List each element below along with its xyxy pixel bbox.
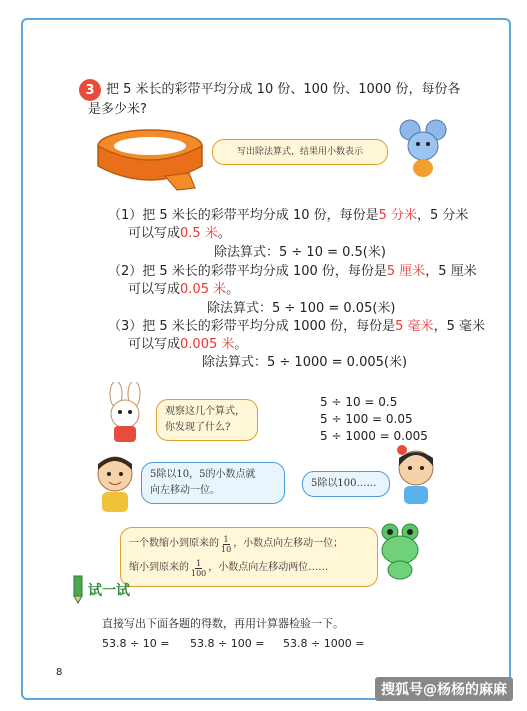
boy-bubble-line-1: 5除以10，5的小数点就	[150, 469, 256, 480]
frog-character-image	[376, 520, 424, 580]
equation-3: 5 ÷ 1000 = 0.005	[320, 429, 428, 443]
try-item-1: 53.8 ÷ 10 =	[102, 637, 170, 650]
part-1-formula: 除法算式：5 ÷ 10 = 0.5(米)	[214, 245, 386, 260]
try-item-2: 53.8 ÷ 100 =	[190, 637, 265, 650]
rabbit-bubble-line-2: 你发现了什么?	[165, 422, 231, 433]
watermark: 搜狐号@杨杨的麻麻	[375, 677, 513, 701]
mouse-character-image	[398, 118, 448, 178]
fraction-one-hundredth: 1 100	[191, 558, 207, 578]
part-1-line-2: 可以写成0.5 米。	[128, 226, 231, 241]
rabbit-bubble-line-1: 观察这几个算式，	[165, 406, 245, 417]
part-3-line-2: 可以写成0.005 米。	[128, 337, 248, 352]
part-2-line-1: （2）把 5 米长的彩带平均分成 100 份，每份是5 厘米，5 厘米	[108, 264, 477, 279]
girl-speech-bubble: 5除以100……	[302, 471, 390, 497]
part-3-line-1: （3）把 5 米长的彩带平均分成 1000 份，每份是5 毫米，5 毫米	[108, 319, 485, 334]
rule-line-2: 缩小到原来的 1 100 ，小数点向左移动两位……	[129, 558, 329, 578]
page-number: 8	[56, 667, 63, 678]
fraction-one-tenth: 1 10	[221, 534, 232, 554]
rabbit-character-image	[98, 382, 153, 444]
part-3-formula: 除法算式：5 ÷ 1000 = 0.005(米)	[202, 355, 408, 370]
try-item-3: 53.8 ÷ 1000 =	[283, 637, 365, 650]
equation-2: 5 ÷ 100 = 0.05	[320, 412, 413, 426]
boy-character-image	[90, 452, 140, 514]
ribbon-roll-image	[95, 118, 210, 193]
try-instruction: 直接写出下面各题的得数，再用计算器检验一下。	[102, 617, 344, 630]
part-1-line-1: （1）把 5 米长的彩带平均分成 10 份，每份是5 分米，5 分米	[108, 208, 469, 223]
boy-bubble-line-2: 向左移动一位。	[150, 485, 220, 496]
equation-1: 5 ÷ 10 = 0.5	[320, 395, 398, 409]
boy-speech-bubble	[141, 462, 285, 504]
hint-speech-bubble: 写出除法算式，结果用小数表示	[212, 139, 388, 165]
rule-line-1: 一个数缩小到原来的 1 10 ，小数点向左移动一位；	[129, 534, 344, 554]
part-2-line-2: 可以写成0.05 米。	[128, 282, 240, 297]
girl-character-image	[388, 444, 444, 506]
try-section-title: 试一试	[88, 583, 130, 599]
rule-speech-bubble	[120, 527, 378, 587]
problem-number-badge: 3	[79, 79, 101, 101]
problem-line-2: 是多少米?	[88, 102, 147, 117]
pencil-icon	[68, 574, 88, 604]
part-2-formula: 除法算式：5 ÷ 100 = 0.05(米)	[207, 301, 396, 316]
rabbit-speech-bubble	[156, 399, 258, 441]
problem-line-1: 把 5 米长的彩带平均分成 10 份、100 份、1000 份，每份各	[106, 82, 461, 97]
